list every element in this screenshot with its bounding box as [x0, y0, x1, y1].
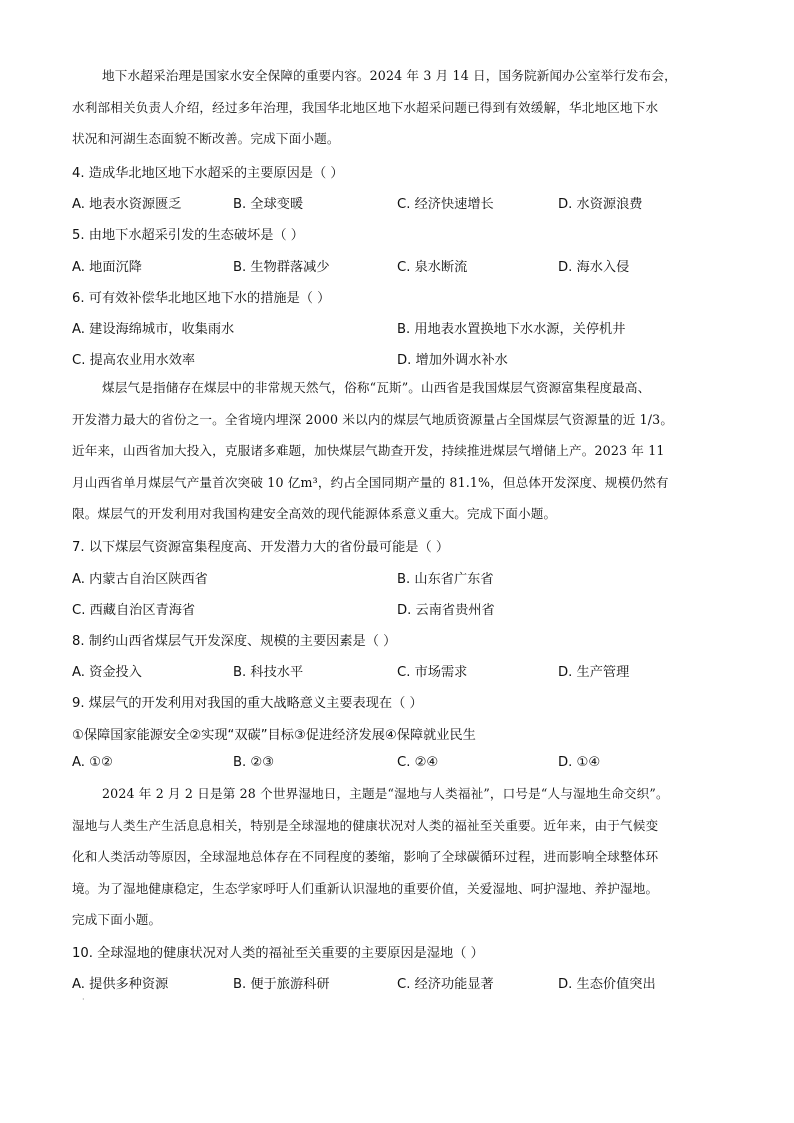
- passage-line: 地下水超采治理是国家水安全保障的重要内容。2024 年 3 月 14 日，国务院新闻办公室举行发布会，: [102, 68, 677, 83]
- passage-coalbed-methane: [72, 372, 722, 530]
- question-6-option-a[interactable]: A. 建设海绵城市，收集雨水: [72, 322, 235, 337]
- question-8-option-d[interactable]: D. 生产管理: [558, 665, 630, 680]
- passage-line: 近年来，山西省加大投入，克服诸多难题，加快煤层气勘查开发，持续推进煤层气增储上产。2023 年 11: [72, 443, 665, 458]
- question-7-option-c[interactable]: C. 西藏自治区青海省: [72, 603, 196, 618]
- question-7-stem: 7. 以下煤层气资源富集程度高、开发潜力大的省份最可能是（ ）: [72, 540, 450, 555]
- passage-line: 2024 年 2 月 2 日是第 28 个世界湿地日，主题是“湿地与人类福祉”，口号是“人与湿地生命交织”。: [102, 786, 669, 801]
- question-7-option-b[interactable]: B. 山东省广东省: [397, 572, 494, 587]
- question-4-option-a[interactable]: A. 地表水资源匮乏: [72, 197, 182, 212]
- question-10-option-c[interactable]: C. 经济功能显著: [397, 977, 494, 992]
- question-6-option-b[interactable]: B. 用地表水置换地下水水源，关停机井: [397, 322, 626, 337]
- question-10-stem: 10. 全球湿地的健康状况对人类的福祉至关重要的主要原因是湿地（ ）: [72, 946, 484, 961]
- question-8-option-c[interactable]: C. 市场需求: [397, 665, 468, 680]
- passage-line: 化和人类活动等原因，全球湿地总体存在不同程度的萎缩，影响了全球碳循环过程，进而影响全球整体环: [72, 849, 659, 864]
- question-5-option-b[interactable]: B. 生物群落减少: [233, 260, 330, 275]
- question-7-option-a[interactable]: A. 内蒙古自治区陕西省: [72, 572, 208, 587]
- question-9-option-d[interactable]: D. ①④: [558, 755, 601, 770]
- passage-line: 煤层气是指储存在煤层中的非常规天然气，俗称“瓦斯”。山西省是我国煤层气资源富集程度最高、: [102, 380, 651, 395]
- question-7-option-d[interactable]: D. 云南省贵州省: [397, 603, 495, 618]
- question-6-option-c[interactable]: C. 提高农业用水效率: [72, 353, 196, 368]
- question-4-option-b[interactable]: B. 全球变暖: [233, 197, 304, 212]
- question-6-stem: 6. 可有效补偿华北地区地下水的措施是（ ）: [72, 291, 331, 306]
- passage-line: 限。煤层气的开发利用对我国构建安全高效的现代能源体系意义重大。完成下面小题。: [72, 506, 557, 521]
- passage-line: 水利部相关负责人介绍，经过多年治理，我国华北地区地下水超采问题已得到有效缓解，华北地区地下水: [72, 99, 659, 115]
- question-6-option-d[interactable]: D. 增加外调水补水: [397, 353, 508, 368]
- passage-groundwater: [72, 60, 722, 155]
- question-4-stem: 4. 造成华北地区地下水超采的主要原因是（ ）: [72, 166, 344, 181]
- question-4-option-d[interactable]: D. 水资源浪费: [558, 197, 643, 212]
- question-5-option-a[interactable]: A. 地面沉降: [72, 260, 142, 275]
- passage-line: 开发潜力最大的省份之一。全省境内埋深 2000 米以内的煤层气地质资源量占全国煤层气资源量的近 1/3。: [72, 411, 674, 427]
- question-9-stem: 9. 煤层气的开发利用对我国的重大战略意义主要表现在（ ）: [72, 696, 423, 711]
- passage-line: 月山西省单月煤层气产量首次突破 10 亿m³，约占全国同期产量的 81.1%，但总体开发深度、规模仍然有: [72, 474, 669, 490]
- question-5-stem: 5. 由地下水超采引发的生态破坏是（ ）: [72, 228, 304, 243]
- question-9-option-c[interactable]: C. ②④: [397, 755, 439, 770]
- question-8-stem: 8. 制约山西省煤层气开发深度、规模的主要因素是（ ）: [72, 634, 397, 649]
- question-9-statements: ①保障国家能源安全②实现“双碳”目标③促进经济发展④保障就业民生: [72, 728, 476, 743]
- question-5-option-d[interactable]: D. 海水入侵: [558, 260, 630, 275]
- question-10-option-d[interactable]: D. 生态价值突出: [558, 977, 656, 992]
- passage-line: 境。为了湿地健康稳定，生态学家呼吁人们重新认识湿地的重要价值，关爱湿地、呵护湿地、养护湿地。: [72, 880, 659, 896]
- question-10-option-b[interactable]: B. 便于旅游科研: [233, 977, 330, 992]
- question-8-option-b[interactable]: B. 科技水平: [233, 665, 304, 680]
- question-9-option-b[interactable]: B. ②③: [233, 755, 275, 770]
- question-5-option-c[interactable]: C. 泉水断流: [397, 260, 468, 275]
- passage-wetlands: [72, 778, 722, 936]
- passage-line: 湿地与人类生产生活息息相关，特别是全球湿地的健康状况对人类的福祉至关重要。近年来，由于气候变: [72, 817, 659, 833]
- question-4-option-c[interactable]: C. 经济快速增长: [397, 197, 494, 212]
- question-10-option-a[interactable]: A. 提供多种资源: [72, 977, 169, 992]
- footer-mark: ·: [82, 995, 85, 1004]
- question-8-option-a[interactable]: A. 资金投入: [72, 665, 142, 680]
- passage-line: 状况和河湖生态面貌不断改善。完成下面小题。: [72, 131, 340, 146]
- passage-line: 完成下面小题。: [72, 912, 162, 927]
- question-9-option-a[interactable]: A. ①②: [72, 755, 113, 770]
